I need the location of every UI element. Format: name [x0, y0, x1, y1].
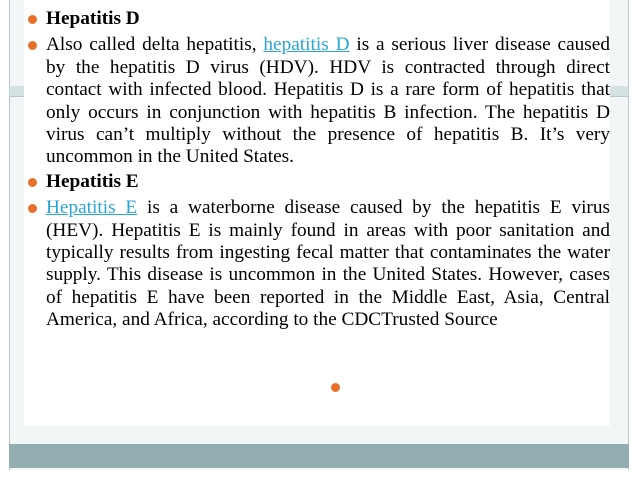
bullet-list	[24, 8, 610, 334]
hepatitis-e-text-rest: is a waterborne disease caused by the hepatitis E virus (HEV). Hepatitis E is mainly found in areas with poor sanitation and typically results from ingesting fecal matter that contaminates the water supply. This disease is uncommon in the United States. However, cases of hepatitis E have been reported in the Middle East, Asia, Central America, and Africa, according to the CDCTrusted Source	[46, 197, 611, 331]
empty-bullet-icon	[331, 383, 340, 392]
list-item-hepatitis-d-description	[24, 34, 610, 168]
slide-content	[24, 0, 610, 426]
footer-band	[9, 444, 629, 468]
bullet-icon	[28, 41, 37, 50]
hepatitis-d-heading: Hepatitis D	[46, 8, 140, 29]
bullet-icon	[28, 15, 37, 24]
hepatitis-d-text-prefix: Also called delta hepatitis,	[46, 34, 264, 56]
hepatitis-e-link[interactable]: Hepatitis E	[46, 197, 138, 219]
list-item-hepatitis-e-heading	[24, 171, 610, 193]
hepatitis-d-text-rest: is a serious liver disease caused by the hepatitis D virus (HDV). HDV is contracted through direct contact with infected blood. Hepatitis D is a rare form of hepatitis that only occurs in conjunction with hepatitis B infection. The hepatitis D virus can’t multiply without the presence of hepatitis B. It’s very uncommon in the United States.	[46, 34, 611, 168]
list-item-hepatitis-d-heading	[24, 8, 610, 30]
list-item-hepatitis-e-description	[24, 197, 610, 331]
bullet-icon	[28, 178, 37, 187]
hepatitis-e-heading: Hepatitis E	[46, 170, 139, 192]
bullet-icon	[28, 204, 37, 213]
hepatitis-d-link[interactable]: hepatitis D	[263, 34, 350, 56]
